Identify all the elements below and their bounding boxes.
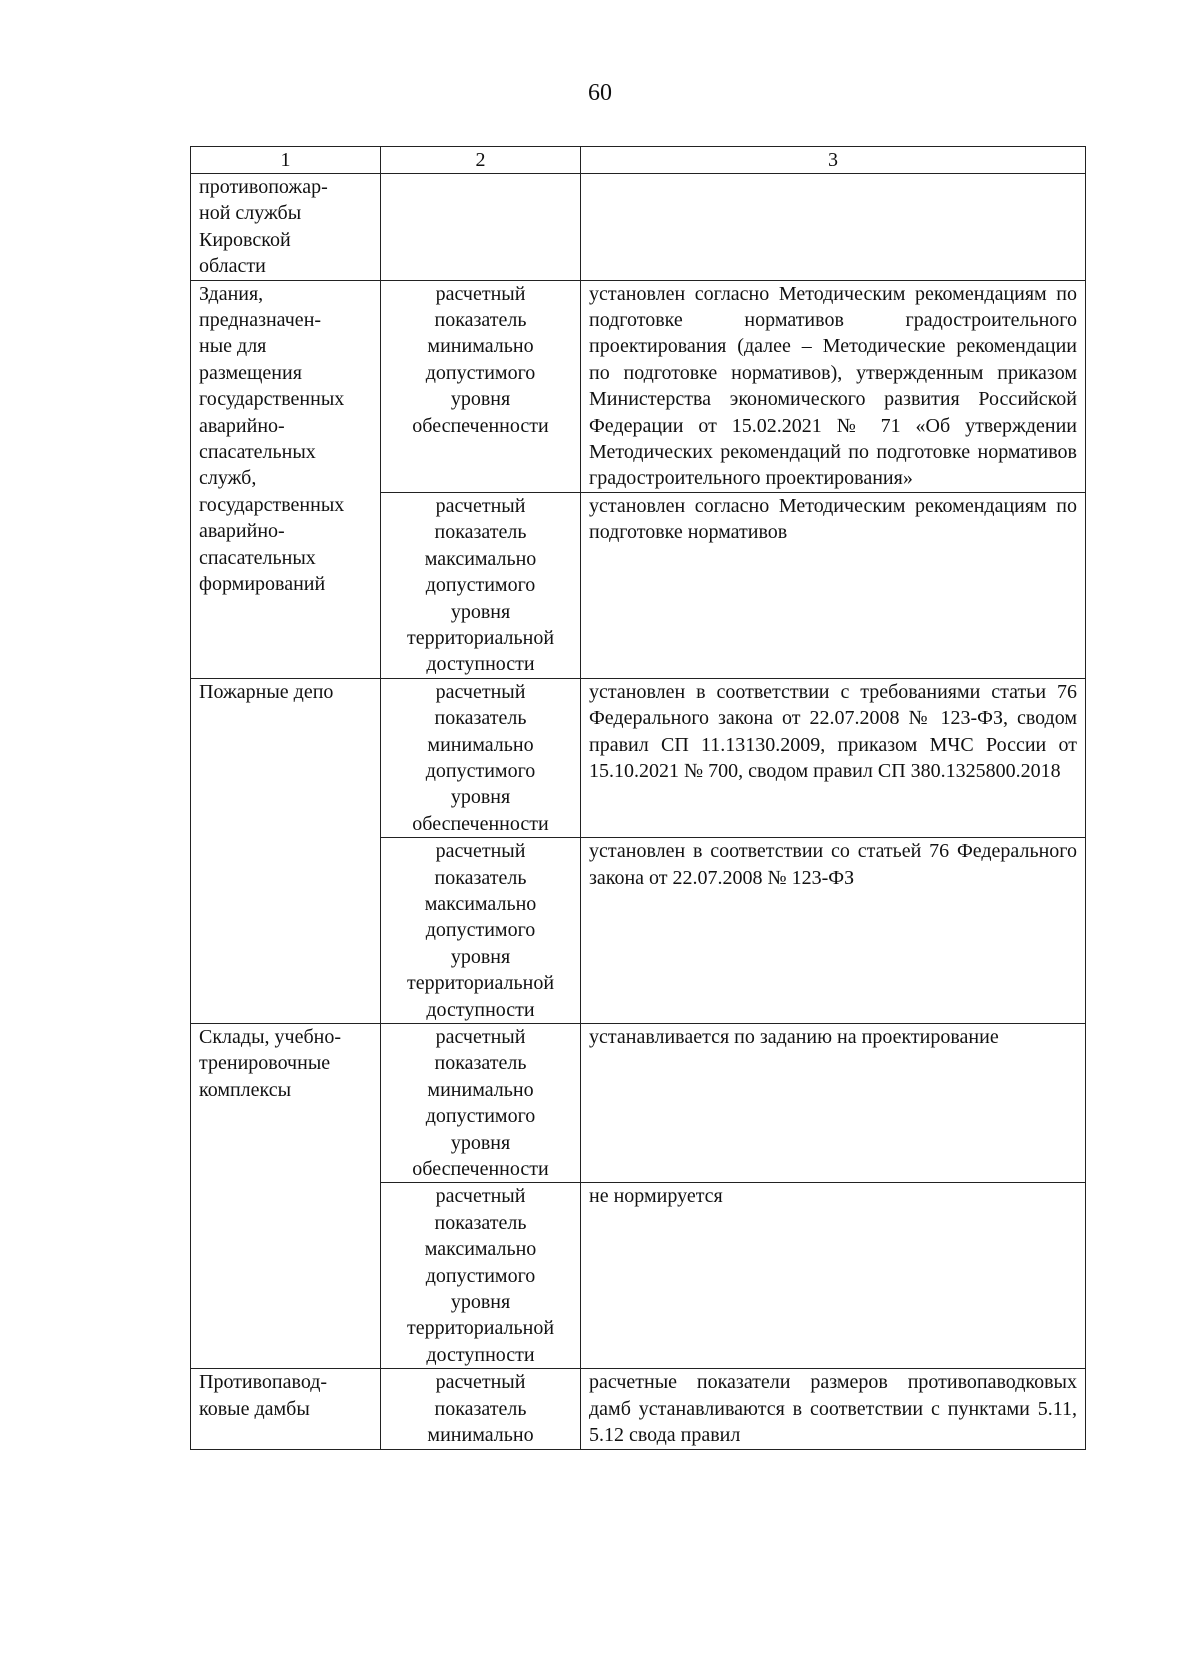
column-header: 2: [381, 147, 581, 174]
indicator-cell: расчетный показатель минимально допустимого уровня обеспеченности: [381, 280, 581, 492]
indicator-cell: расчетный показатель минимально допустимого уровня обеспеченности: [381, 1024, 581, 1183]
indicator-cell: расчетный показатель максимально допустимого уровня территориальной доступности: [381, 838, 581, 1024]
indicator-cell: расчетный показатель минимально: [381, 1369, 581, 1449]
value-cell: установлен в соответствии с требованиями статьи 76 Федерального закона от 22.07.2008 № 123-ФЗ, сводом правил СП 11.13130.2009, приказом МЧС России от 15.10.2021 № 700, сводом правил СП 380.1325800.2018: [581, 678, 1086, 837]
value-cell: не нормируется: [581, 1183, 1086, 1369]
object-cell: Противопавод- ковые дамбы: [191, 1369, 381, 1449]
column-header: 3: [581, 147, 1086, 174]
table-row: [191, 174, 1086, 281]
table-row: [191, 678, 1086, 837]
table-row: [191, 1369, 1086, 1449]
indicator-cell: расчетный показатель максимально допустимого уровня территориальной доступности: [381, 1183, 581, 1369]
table-row: [191, 1024, 1086, 1183]
empty-cell: [581, 174, 1086, 281]
indicator-cell: расчетный показатель максимально допустимого уровня территориальной доступности: [381, 492, 581, 678]
value-cell: расчетные показатели размеров противопаводковых дамб устанавливаются в соответствии с пунктами 5.11, 5.12 свода правил: [581, 1369, 1086, 1449]
indicator-cell: расчетный показатель минимально допустимого уровня обеспеченности: [381, 678, 581, 837]
value-cell: установлен согласно Методическим рекомендациям по подготовке нормативов градостроительного проектирования (далее – Методические рекомендации по подготовке нормативов), утвержденным приказом Министерства экономического развития Российской Федерации от 15.02.2021 № 71 «Об утверждении Методических рекомендаций по подготовке нормативов градостроительного проектирования»: [581, 280, 1086, 492]
page-number: 60: [588, 80, 612, 106]
standards-table: [190, 146, 1086, 1450]
value-cell: устанавливается по заданию на проектирование: [581, 1024, 1086, 1183]
column-header: 1: [191, 147, 381, 174]
value-cell: установлен согласно Методическим рекомендациям по подготовке нормативов: [581, 492, 1086, 678]
table-header-row: [191, 147, 1086, 174]
object-cell: Склады, учебно- тренировочные комплексы: [191, 1024, 381, 1369]
value-cell: установлен в соответствии со статьей 76 Федерального закона от 22.07.2008 № 123-ФЗ: [581, 838, 1086, 1024]
table-row: [191, 280, 1086, 492]
object-cell: противопожар- ной службы Кировской области: [191, 174, 381, 281]
empty-cell: [381, 174, 581, 281]
object-cell: Пожарные депо: [191, 678, 381, 1023]
object-cell: Здания, предназначен- ные для размещения государственных аварийно- спасательных служб, государственных аварийно- спасательных формирований: [191, 280, 381, 678]
